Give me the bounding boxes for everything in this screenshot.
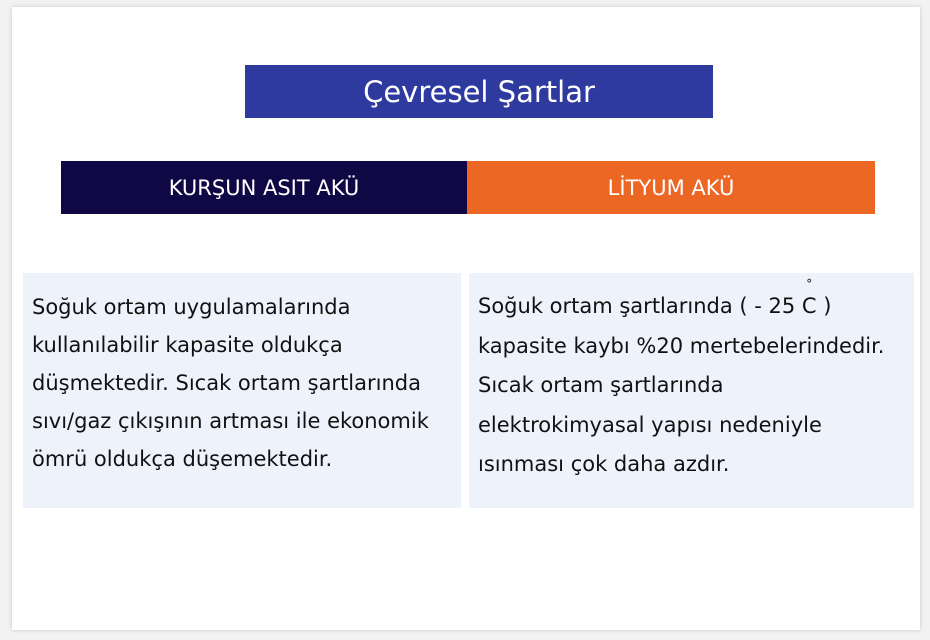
lithium-header — [467, 161, 875, 214]
slide-title-text: Çevresel Şartlar — [363, 74, 595, 109]
lead-acid-line: sıvı/gaz çıkışının artması ile ekonomik — [32, 409, 429, 433]
lead-acid-line: ömrü oldukça düşemektedir. — [32, 447, 333, 471]
degree-symbol: ° — [806, 277, 813, 291]
lithium-description — [469, 273, 914, 508]
lithium-line-temperature — [478, 277, 914, 327]
lithium-line: elektrokimyasal yapısı nedeniyle — [478, 412, 822, 437]
lead-acid-line: Soğuk ortam uygulamalarında — [32, 295, 351, 319]
lithium-header-text: LİTYUM AKÜ — [607, 175, 735, 200]
slide-title — [245, 65, 713, 118]
lithium-line-suffix: ) — [816, 294, 832, 318]
slide — [12, 7, 920, 630]
lithium-line: ısınması çok daha azdır. — [478, 452, 730, 476]
lithium-line-prefix: Soğuk ortam şartlarında ( - 25 — [478, 294, 802, 318]
lead-acid-line: kullanılabilir kapasite oldukça — [32, 333, 343, 357]
lithium-line: Sıcak ortam şartlarında — [478, 373, 724, 397]
lithium-line: kapasite kaybı %20 mertebelerindedir. — [478, 333, 885, 358]
lead-acid-description — [23, 273, 461, 508]
degree-celsius — [801, 277, 817, 327]
degree-unit: C — [801, 294, 817, 318]
lead-acid-header-text: KURŞUN ASIT AKÜ — [168, 175, 360, 200]
lead-acid-header — [61, 161, 467, 214]
lead-acid-line: düşmektedir. Sıcak ortam şartlarında — [32, 371, 421, 395]
